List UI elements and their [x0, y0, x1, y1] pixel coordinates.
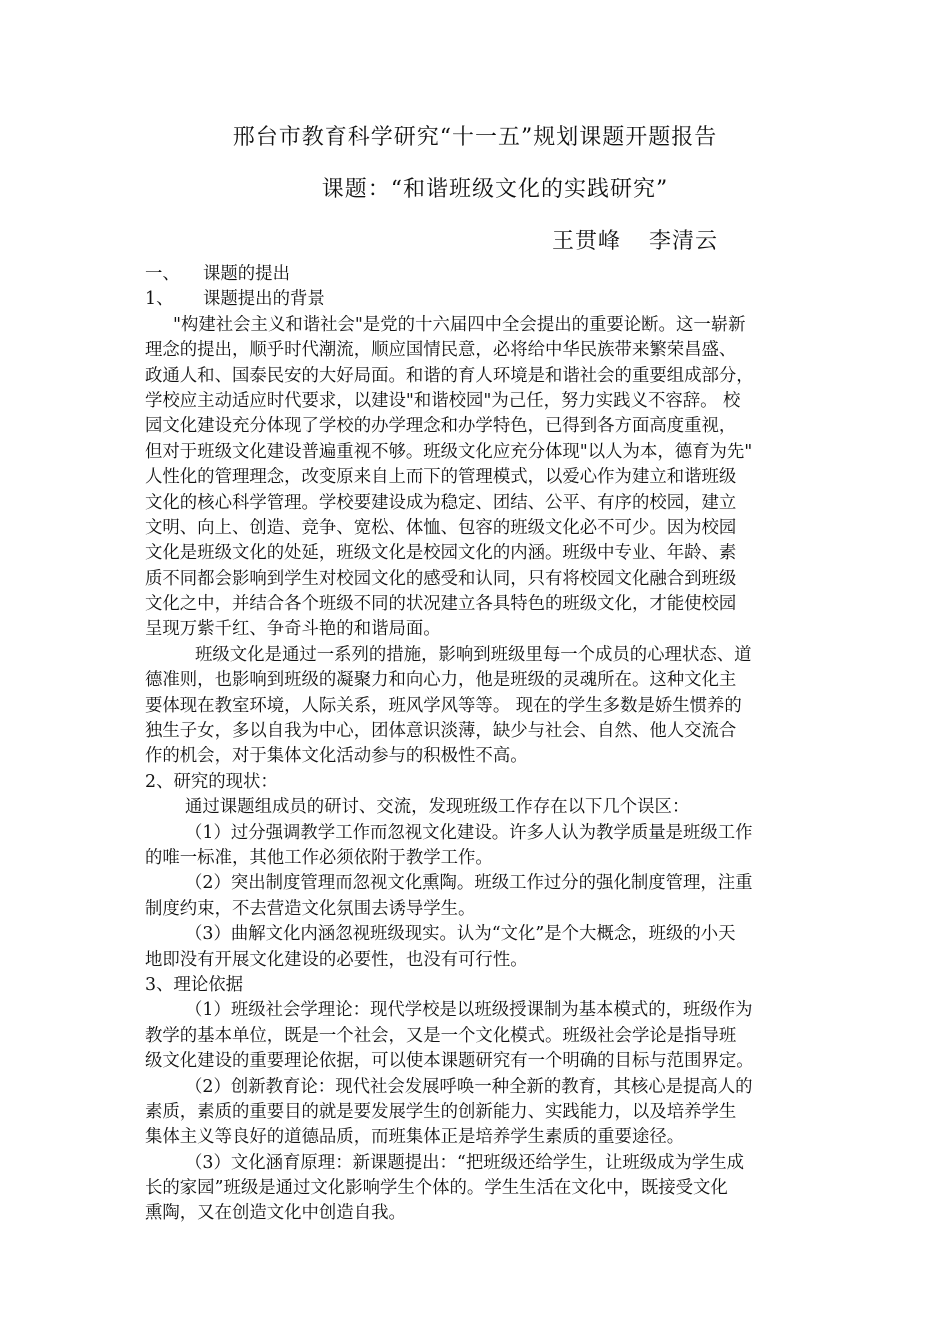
subsection-heading — [145, 287, 835, 312]
list-item — [145, 1151, 835, 1227]
list-item — [145, 1075, 835, 1151]
paragraph-line: 理念的提出，顺乎时代潮流，顺应国情民意，必将给中华民族带来繁荣昌盛、 — [145, 340, 737, 361]
paragraph-line: （2）创新教育论：现代社会发展呼唤一种全新的教育，其核心是提高人的 — [185, 1076, 753, 1097]
document-title: 邢台市教育科学研究“十一五”规划课题开题报告 — [232, 125, 718, 150]
paragraph-background — [145, 313, 835, 643]
paragraph-line: 呈现万紫千红、争奇斗艳的和谐局面。 — [145, 619, 441, 640]
author-name: 李清云 — [648, 229, 718, 254]
paragraph-line: 班级文化是通过一系列的措施，影响到班级里每一个成员的心理状态、道 — [195, 644, 752, 665]
paragraph-line: 制度约束，不去营造文化氛围去诱导学生。 — [145, 898, 476, 919]
paragraph-line: 独生子女，多以自我为中心，团体意识淡薄，缺少与社会、自然、他人交流合 — [145, 721, 737, 742]
paragraph-line: 文明、向上、创造、竞争、宽松、体恤、包容的班级文化必不可少。因为校园 — [145, 517, 737, 538]
paragraph-line: 园文化建设充分体现了学校的办学理念和办学特色，已得到各方面高度重视， — [145, 416, 737, 437]
paragraph-line: 作的机会，对于集体文化活动参与的积极性不高。 — [145, 746, 528, 767]
paragraph-line: 长的家园”班级是通过文化影响学生个体的。学生生活在文化中，既接受文化 — [145, 1178, 728, 1199]
paragraph-line: 德准则，也影响到班级的凝聚力和向心力，他是班级的灵魂所在。这种文化主 — [145, 670, 737, 691]
paragraph-line: 教学的基本单位，既是一个社会，又是一个文化模式。班级社会学论是指导班 — [145, 1025, 737, 1046]
paragraph-line: 要体现在教室环境，人际关系，班风学风等等。 现在的学生多数是娇生惯养的 — [145, 695, 742, 716]
paragraph-line: 的唯一标准，其他工作必须依附于教学工作。 — [145, 847, 493, 868]
paragraph-class-culture — [145, 643, 835, 770]
paragraph-line: （1）班级社会学理论：现代学校是以班级授课制为基本模式的，班级作为 — [185, 1000, 753, 1021]
section-heading-text: 课题的提出 — [203, 264, 290, 284]
document-body — [145, 262, 835, 1227]
paragraph-line: 但对于班级文化建设普遍重视不够。班级文化应充分体现"以人为本，德育为先" — [145, 441, 753, 462]
author-line — [552, 224, 718, 255]
document-subtitle: 课题：“和谐班级文化的实践研究” — [321, 177, 669, 202]
paragraph-line: 文化是班级文化的处延，班级文化是校园文化的内涵。班级中专业、年龄、素 — [145, 543, 737, 564]
paragraph-line: 学校应主动适应时代要求，以建设"和谐校园"为己任，努力实践义不容辞。 校 — [145, 390, 741, 411]
paragraph-line: 文化之中，并结合各个班级不同的状况建立各具特色的班级文化，才能使校园 — [145, 594, 737, 615]
subsection-heading-text: 课题提出的背景 — [203, 289, 325, 310]
list-item — [145, 871, 835, 922]
paragraph-line: 文化的核心科学管理。学校要建设成为稳定、团结、公平、有序的校园，建立 — [145, 492, 737, 513]
paragraph-line: 质不同都会影响到学生对校园文化的感受和认同，只有将校园文化融合到班级 — [145, 568, 737, 589]
paragraph-line: 级文化建设的重要理论依据，可以使本课题研究有一个明确的目标与范围界定。 — [145, 1051, 754, 1072]
paragraph-line: 人性化的管理理念，改变原来自上而下的管理模式，以爱心作为建立和谐班级 — [145, 467, 737, 488]
paragraph-line: （3）曲解文化内涵忽视班级现实。认为“文化”是个大概念，班级的小天 — [185, 924, 736, 945]
paragraph-line: "构建社会主义和谐社会"是党的十六届四中全会提出的重要论断。这一崭新 — [173, 314, 746, 335]
paragraph-line: 政通人和、国泰民安的大好局面。和谐的育人环境是和谐社会的重要组成部分， — [145, 365, 754, 386]
subsection-heading: 3、理论依据 — [145, 974, 244, 995]
section-number: 一、 — [145, 264, 180, 284]
author-name: 王贯峰 — [551, 229, 621, 254]
subsection-heading: 2、研究的现状： — [145, 771, 278, 792]
paragraph-line: 集体主义等良好的道德品质，而班集体正是培养学生素质的重要途径。 — [145, 1127, 685, 1148]
subsection-number: 1、 — [145, 289, 174, 310]
section-heading — [145, 262, 835, 287]
paragraph-line: （1）过分强调教学工作而忽视文化建设。许多人认为教学质量是班级工作 — [185, 822, 753, 843]
list-item — [145, 821, 835, 872]
list-item — [145, 998, 835, 1074]
list-item — [145, 922, 835, 973]
paragraph-line: （3）文化涵育原理：新课题提出：“把班级还给学生，让班级成为学生成 — [185, 1152, 745, 1173]
paragraph-line: 通过课题组成员的研讨、交流，发现班级工作存在以下几个误区： — [185, 797, 690, 818]
paragraph-line: 素质，素质的重要目的就是要发展学生的创新能力、实践能力，以及培养学生 — [145, 1101, 737, 1122]
paragraph-line: （2）突出制度管理而忽视文化熏陶。班级工作过分的强化制度管理，注重 — [185, 873, 753, 894]
paragraph-line: 熏陶，又在创造文化中创造自我。 — [145, 1203, 406, 1224]
paragraph-line: 地即没有开展文化建设的必要性，也没有可行性。 — [145, 949, 528, 970]
